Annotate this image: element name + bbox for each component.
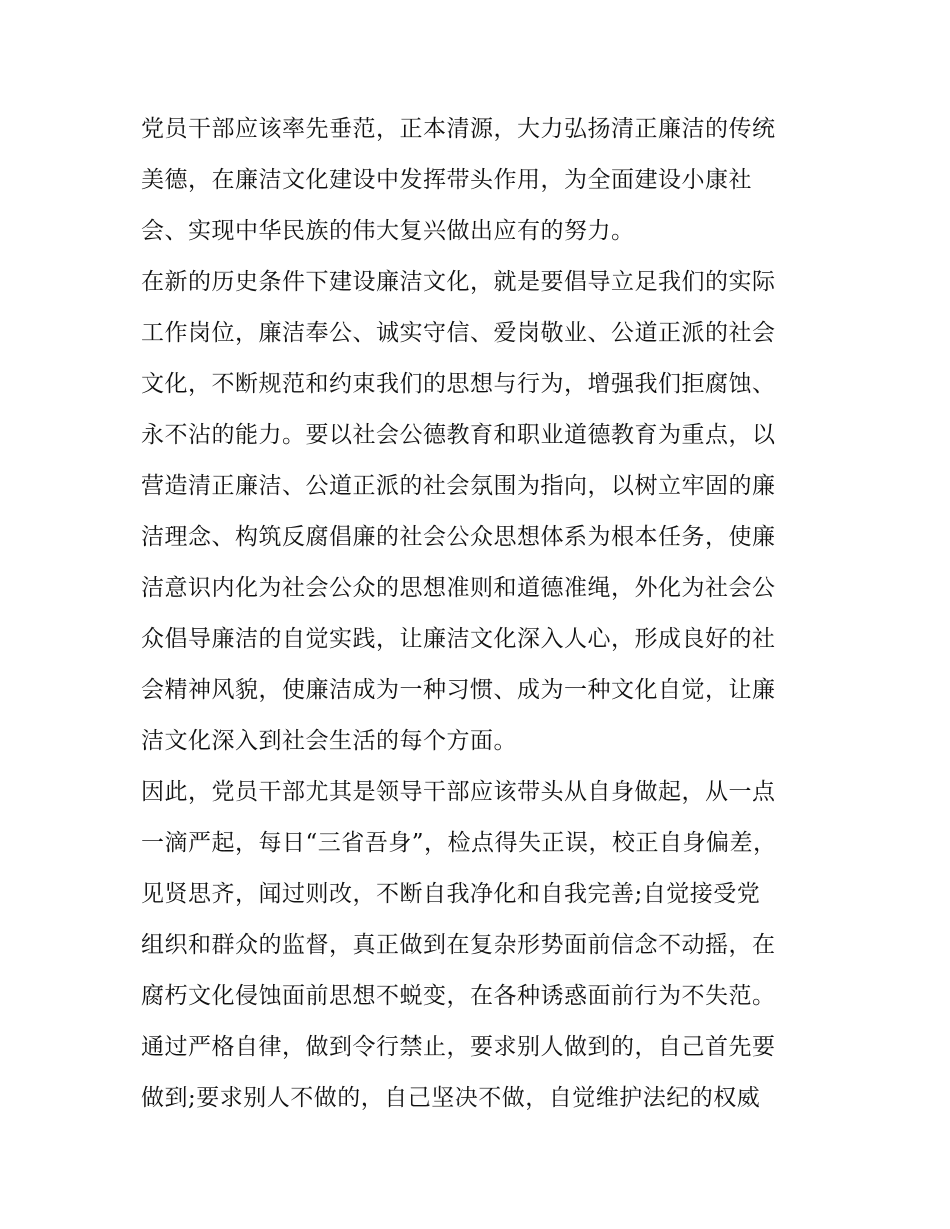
- text-line: 做到;要求别人不做的，自己坚决不做，自觉维护法纪的权威: [141, 1085, 761, 1111]
- document-body: [141, 104, 821, 1124]
- text-line: 美德，在廉洁文化建设中发挥带头作用，为全面建设小康社: [141, 167, 752, 193]
- text-line: 一滴严起，每日“三省吾身”，检点得失正误，校正自身偏差，: [141, 830, 777, 856]
- text-line: 在新的历史条件下建设廉洁文化，就是要倡导立足我们的实际: [141, 269, 776, 295]
- text-line: 组织和群众的监督，真正做到在复杂形势面前信念不动摇，在: [141, 932, 776, 958]
- text-line: 洁文化深入到社会生活的每个方面。: [141, 728, 517, 754]
- text-line: 党员干部应该率先垂范，正本清源，大力弘扬清正廉洁的传统: [141, 116, 776, 142]
- text-line: 文化，不断规范和约束我们的思想与行为，增强我们拒腐蚀、: [141, 371, 776, 397]
- text-line: 腐朽文化侵蚀面前思想不蜕变，在各种诱惑面前行为不失范。: [141, 983, 776, 1009]
- text-line: 众倡导廉洁的自觉实践，让廉洁文化深入人心，形成良好的社: [141, 626, 776, 652]
- text-line: 营造清正廉洁、公道正派的社会氛围为指向，以树立牢固的廉: [141, 473, 776, 499]
- text-line: 会精神风貌，使廉洁成为一种习惯、成为一种文化自觉，让廉: [141, 677, 776, 703]
- text-line: 工作岗位，廉洁奉公、诚实守信、爱岗敬业、公道正派的社会: [141, 320, 776, 346]
- text-line: 永不沾的能力。要以社会公德教育和职业道德教育为重点，以: [141, 422, 776, 448]
- text-line: 见贤思齐，闻过则改，不断自我净化和自我完善;自觉接受党: [141, 881, 761, 907]
- text-line: 因此，党员干部尤其是领导干部应该带头从自身做起，从一点: [141, 779, 776, 805]
- text-line: 洁理念、构筑反腐倡廉的社会公众思想体系为根本任务，使廉: [141, 524, 776, 550]
- text-line: 通过严格自律，做到令行禁止，要求别人做到的，自己首先要: [141, 1034, 776, 1060]
- text-line: 洁意识内化为社会公众的思想准则和道德准绳，外化为社会公: [141, 575, 776, 601]
- text-line: 会、实现中华民族的伟大复兴做出应有的努力。: [141, 218, 635, 244]
